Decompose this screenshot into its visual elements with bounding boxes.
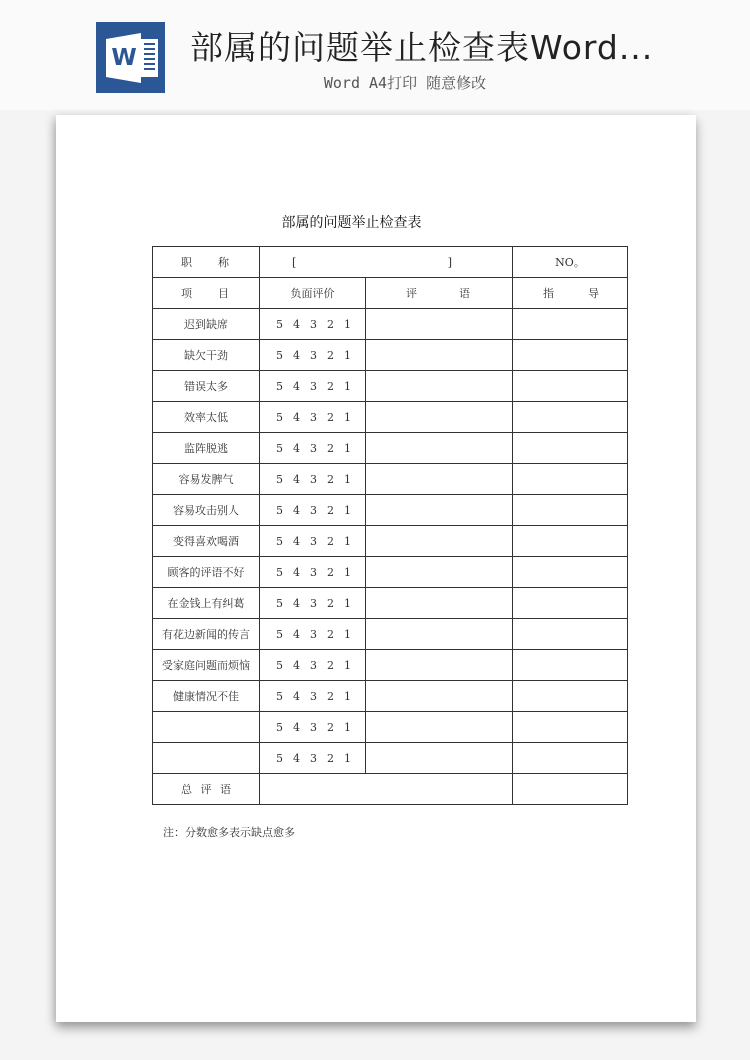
comment-cell[interactable] bbox=[366, 495, 513, 526]
rating-scale[interactable] bbox=[260, 495, 366, 526]
item-label bbox=[153, 743, 260, 774]
rating-option[interactable]: 3 bbox=[310, 596, 317, 610]
rating-option[interactable]: 2 bbox=[327, 534, 334, 548]
job-title-label: 职 称 bbox=[153, 247, 260, 278]
rating-option[interactable]: 4 bbox=[293, 689, 300, 703]
guidance-cell[interactable] bbox=[513, 526, 628, 557]
rating-scale[interactable] bbox=[260, 433, 366, 464]
job-title-field[interactable]: [ ] bbox=[260, 247, 513, 278]
comment-cell[interactable] bbox=[366, 588, 513, 619]
rating-option[interactable]: 1 bbox=[344, 565, 351, 579]
table-row bbox=[153, 743, 628, 774]
table-row bbox=[153, 557, 628, 588]
rating-option[interactable]: 3 bbox=[310, 317, 317, 331]
rating-scale[interactable] bbox=[260, 371, 366, 402]
rating-option[interactable]: 5 bbox=[276, 689, 283, 703]
guidance-cell[interactable] bbox=[513, 464, 628, 495]
rating-option[interactable]: 2 bbox=[327, 348, 334, 362]
rating-option[interactable]: 4 bbox=[293, 658, 300, 672]
rating-option[interactable]: 5 bbox=[276, 534, 283, 548]
header-guidance: 指 导 bbox=[513, 278, 628, 309]
rating-scale[interactable] bbox=[260, 743, 366, 774]
rating-option[interactable]: 5 bbox=[276, 348, 283, 362]
rating-option[interactable]: 1 bbox=[344, 348, 351, 362]
item-label: 顾客的评语不好 bbox=[153, 557, 260, 588]
item-label: 受家庭问题而烦恼 bbox=[153, 650, 260, 681]
rating-option[interactable]: 1 bbox=[344, 751, 351, 765]
rating-option[interactable]: 1 bbox=[344, 441, 351, 455]
item-label: 缺欠干劲 bbox=[153, 340, 260, 371]
rating-option[interactable]: 4 bbox=[293, 534, 300, 548]
summary-row bbox=[153, 774, 628, 805]
rating-option[interactable]: 5 bbox=[276, 627, 283, 641]
rating-option[interactable]: 2 bbox=[327, 751, 334, 765]
rating-option[interactable]: 3 bbox=[310, 627, 317, 641]
item-label: 容易攻击别人 bbox=[153, 495, 260, 526]
summary-label: 总 评 语 bbox=[153, 774, 260, 805]
item-label: 错误太多 bbox=[153, 371, 260, 402]
guidance-cell[interactable] bbox=[513, 743, 628, 774]
file-subtitle: Word A4打印 随意修改 bbox=[323, 74, 487, 92]
rating-option[interactable]: 1 bbox=[344, 503, 351, 517]
comment-cell[interactable] bbox=[366, 650, 513, 681]
item-label: 容易发脾气 bbox=[153, 464, 260, 495]
table-row bbox=[153, 526, 628, 557]
comment-cell[interactable] bbox=[366, 371, 513, 402]
rating-option[interactable]: 4 bbox=[293, 751, 300, 765]
rating-scale[interactable] bbox=[260, 712, 366, 743]
job-title-row bbox=[153, 247, 628, 278]
rating-option[interactable]: 2 bbox=[327, 410, 334, 424]
rating-option[interactable]: 4 bbox=[293, 472, 300, 486]
rating-option[interactable]: 1 bbox=[344, 534, 351, 548]
word-icon-letter: W bbox=[111, 45, 137, 71]
comment-cell[interactable] bbox=[366, 464, 513, 495]
rating-option[interactable]: 1 bbox=[344, 658, 351, 672]
table-row bbox=[153, 309, 628, 340]
rating-option[interactable]: 3 bbox=[310, 379, 317, 393]
rating-option[interactable]: 4 bbox=[293, 317, 300, 331]
rating-option[interactable]: 2 bbox=[327, 720, 334, 734]
rating-option[interactable]: 2 bbox=[327, 472, 334, 486]
rating-option[interactable]: 3 bbox=[310, 410, 317, 424]
rating-option[interactable]: 5 bbox=[276, 441, 283, 455]
rating-option[interactable]: 2 bbox=[327, 441, 334, 455]
rating-option[interactable]: 3 bbox=[310, 720, 317, 734]
rating-option[interactable]: 1 bbox=[344, 720, 351, 734]
rating-scale[interactable] bbox=[260, 588, 366, 619]
rating-option[interactable]: 3 bbox=[310, 751, 317, 765]
comment-cell[interactable] bbox=[366, 712, 513, 743]
item-label: 效率太低 bbox=[153, 402, 260, 433]
rating-option[interactable]: 3 bbox=[310, 348, 317, 362]
rating-option[interactable]: 5 bbox=[276, 751, 283, 765]
rating-option[interactable]: 4 bbox=[293, 348, 300, 362]
guidance-cell[interactable] bbox=[513, 681, 628, 712]
rating-option[interactable]: 5 bbox=[276, 503, 283, 517]
guidance-cell[interactable] bbox=[513, 588, 628, 619]
rating-option[interactable]: 5 bbox=[276, 410, 283, 424]
rating-option[interactable]: 4 bbox=[293, 627, 300, 641]
header-comment: 评 语 bbox=[366, 278, 513, 309]
rating-option[interactable]: 4 bbox=[293, 441, 300, 455]
rating-option[interactable]: 3 bbox=[310, 565, 317, 579]
rating-option[interactable]: 3 bbox=[310, 441, 317, 455]
rating-scale[interactable] bbox=[260, 681, 366, 712]
rating-option[interactable]: 1 bbox=[344, 317, 351, 331]
rating-scale[interactable] bbox=[260, 619, 366, 650]
table-row bbox=[153, 712, 628, 743]
rating-option[interactable]: 1 bbox=[344, 596, 351, 610]
guidance-cell[interactable] bbox=[513, 495, 628, 526]
guidance-cell[interactable] bbox=[513, 650, 628, 681]
footnote: 注：分数愈多表示缺点愈多 bbox=[163, 826, 295, 839]
table-row bbox=[153, 588, 628, 619]
header-item: 项 目 bbox=[153, 278, 260, 309]
rating-option[interactable]: 5 bbox=[276, 379, 283, 393]
number-label: NO。 bbox=[513, 247, 628, 278]
rating-option[interactable]: 4 bbox=[293, 503, 300, 517]
guidance-cell[interactable] bbox=[513, 433, 628, 464]
rating-option[interactable]: 2 bbox=[327, 627, 334, 641]
item-label: 健康情况不佳 bbox=[153, 681, 260, 712]
rating-option[interactable]: 2 bbox=[327, 689, 334, 703]
guidance-cell[interactable] bbox=[513, 619, 628, 650]
table-row bbox=[153, 340, 628, 371]
rating-option[interactable]: 1 bbox=[344, 472, 351, 486]
checklist-table bbox=[152, 246, 628, 805]
comment-cell[interactable] bbox=[366, 743, 513, 774]
comment-cell[interactable] bbox=[366, 309, 513, 340]
rating-option[interactable]: 3 bbox=[310, 503, 317, 517]
item-label bbox=[153, 712, 260, 743]
table-row bbox=[153, 681, 628, 712]
rating-option[interactable]: 5 bbox=[276, 565, 283, 579]
item-label: 迟到缺席 bbox=[153, 309, 260, 340]
summary-guidance-cell[interactable] bbox=[513, 774, 628, 805]
rating-scale[interactable] bbox=[260, 464, 366, 495]
table-row bbox=[153, 495, 628, 526]
rating-option[interactable]: 2 bbox=[327, 503, 334, 517]
rating-option[interactable]: 5 bbox=[276, 317, 283, 331]
rating-option[interactable]: 2 bbox=[327, 596, 334, 610]
rating-option[interactable]: 5 bbox=[276, 472, 283, 486]
header-row bbox=[153, 278, 628, 309]
rating-option[interactable]: 1 bbox=[344, 689, 351, 703]
rating-option[interactable]: 5 bbox=[276, 720, 283, 734]
rating-option[interactable]: 2 bbox=[327, 317, 334, 331]
rating-option[interactable]: 5 bbox=[276, 596, 283, 610]
rating-option[interactable]: 1 bbox=[344, 379, 351, 393]
document-title: 部属的问题举止检查表 bbox=[281, 215, 422, 231]
item-label: 在金钱上有纠葛 bbox=[153, 588, 260, 619]
guidance-cell[interactable] bbox=[513, 371, 628, 402]
table-row bbox=[153, 371, 628, 402]
file-title: 部属的问题举止检查表Word... bbox=[190, 28, 654, 67]
guidance-cell[interactable] bbox=[513, 712, 628, 743]
comment-cell[interactable] bbox=[366, 619, 513, 650]
guidance-cell[interactable] bbox=[513, 309, 628, 340]
item-label: 变得喜欢喝酒 bbox=[153, 526, 260, 557]
guidance-cell[interactable] bbox=[513, 402, 628, 433]
rating-option[interactable]: 4 bbox=[293, 596, 300, 610]
comment-cell[interactable] bbox=[366, 526, 513, 557]
rating-scale[interactable] bbox=[260, 340, 366, 371]
rating-scale[interactable] bbox=[260, 557, 366, 588]
rating-option[interactable]: 4 bbox=[293, 720, 300, 734]
rating-option[interactable]: 4 bbox=[293, 379, 300, 393]
rating-option[interactable]: 3 bbox=[310, 472, 317, 486]
comment-cell[interactable] bbox=[366, 557, 513, 588]
rating-option[interactable]: 5 bbox=[276, 658, 283, 672]
guidance-cell[interactable] bbox=[513, 340, 628, 371]
rating-scale[interactable] bbox=[260, 309, 366, 340]
rating-scale[interactable] bbox=[260, 650, 366, 681]
header-rating: 负面评价 bbox=[260, 278, 366, 309]
rating-scale[interactable] bbox=[260, 402, 366, 433]
comment-cell[interactable] bbox=[366, 340, 513, 371]
rating-option[interactable]: 4 bbox=[293, 565, 300, 579]
rating-option[interactable]: 1 bbox=[344, 410, 351, 424]
comment-cell[interactable] bbox=[366, 433, 513, 464]
rating-option[interactable]: 3 bbox=[310, 658, 317, 672]
guidance-cell[interactable] bbox=[513, 557, 628, 588]
rating-option[interactable]: 2 bbox=[327, 658, 334, 672]
rating-option[interactable]: 3 bbox=[310, 534, 317, 548]
rating-option[interactable]: 2 bbox=[327, 379, 334, 393]
table-row bbox=[153, 464, 628, 495]
table-row bbox=[153, 402, 628, 433]
rating-scale[interactable] bbox=[260, 526, 366, 557]
table-row bbox=[153, 650, 628, 681]
table-row bbox=[153, 433, 628, 464]
preview-header bbox=[0, 0, 750, 110]
comment-cell[interactable] bbox=[366, 681, 513, 712]
rating-option[interactable]: 2 bbox=[327, 565, 334, 579]
summary-comment-cell[interactable] bbox=[260, 774, 513, 805]
table-row bbox=[153, 619, 628, 650]
item-label: 监阵脱逃 bbox=[153, 433, 260, 464]
rating-option[interactable]: 1 bbox=[344, 627, 351, 641]
item-label: 有花边新闻的传言 bbox=[153, 619, 260, 650]
rating-option[interactable]: 4 bbox=[293, 410, 300, 424]
comment-cell[interactable] bbox=[366, 402, 513, 433]
rating-option[interactable]: 3 bbox=[310, 689, 317, 703]
